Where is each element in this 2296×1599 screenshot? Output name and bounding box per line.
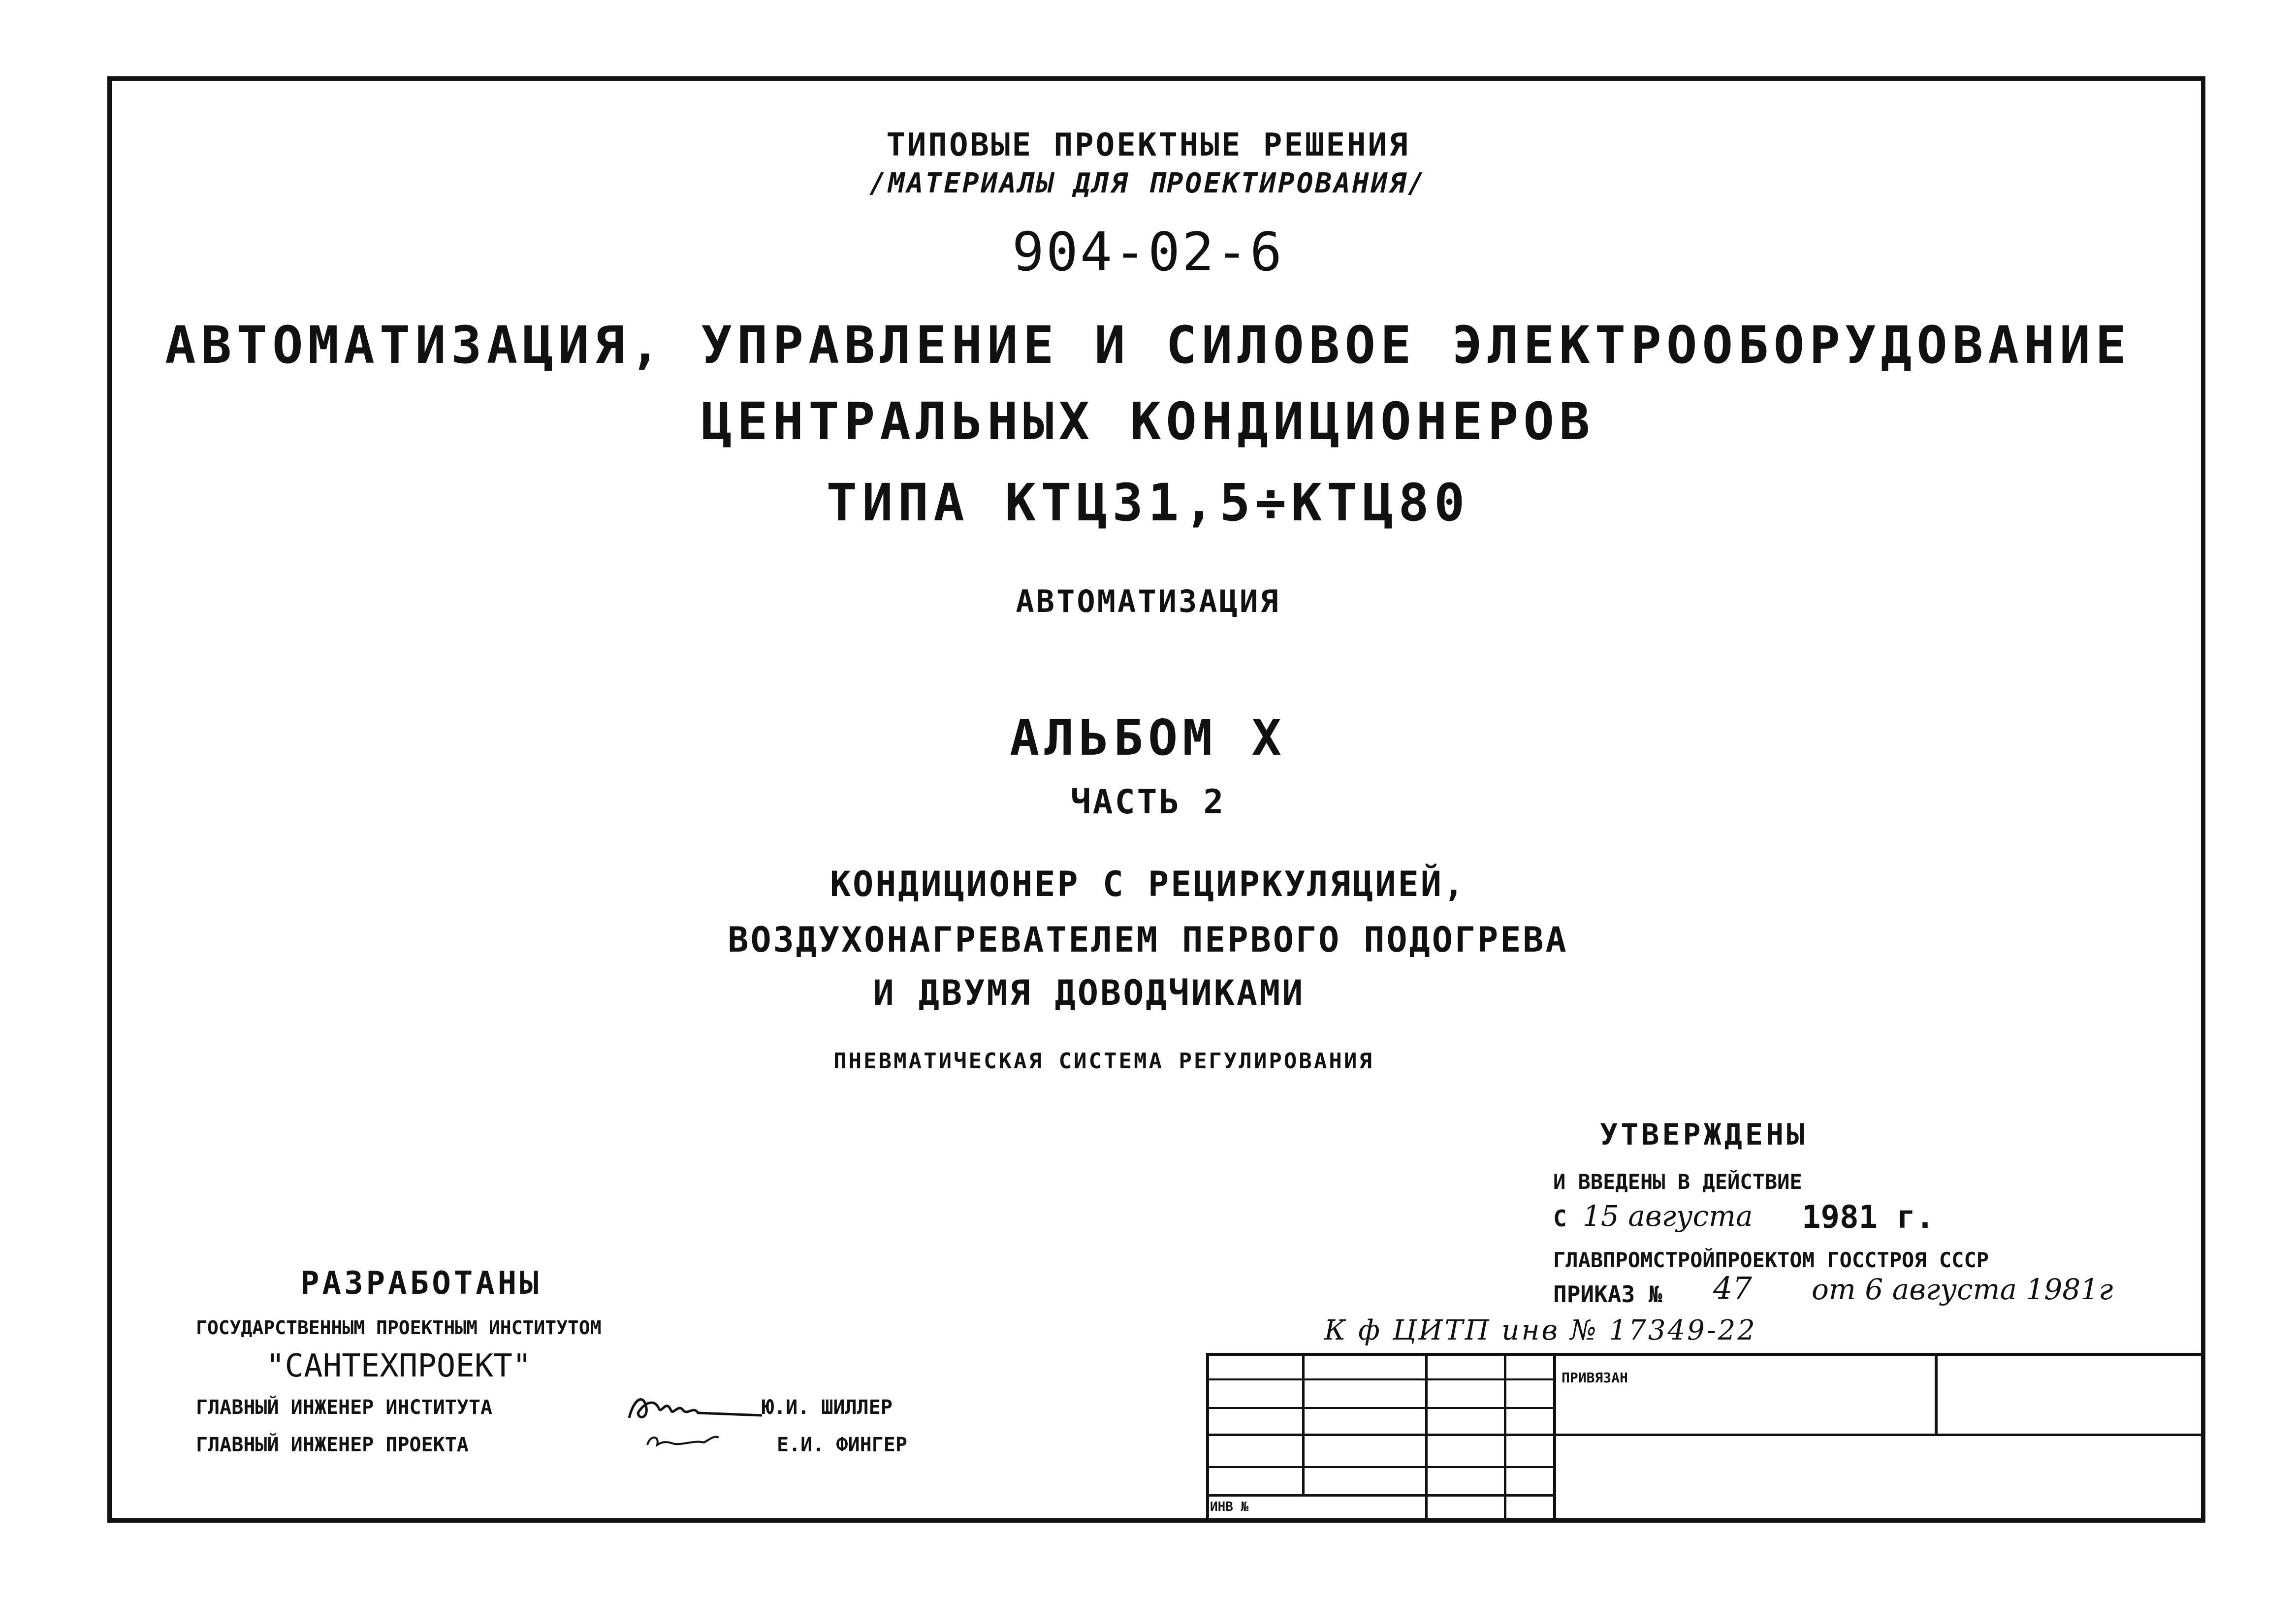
- stamp-row-line: [1206, 1434, 2205, 1436]
- stamp-divider: [1935, 1353, 1938, 1436]
- chief-institute-name: Ю.И. ШИЛЛЕР: [762, 1396, 893, 1419]
- stamp-attached-label: ПРИВЯЗАН: [1562, 1370, 1628, 1386]
- description-line-3: И ДВУМЯ ДОВОДЧИКАМИ: [873, 973, 1305, 1013]
- description-line-1: КОНДИЦИОНЕР С РЕЦИРКУЛЯЦИЕЙ,: [829, 864, 1467, 904]
- series-title: ТИПОВЫЕ ПРОЕКТНЫЕ РЕШЕНИЯ: [886, 127, 1410, 163]
- title-line-3: ТИПА КТЦ31,5÷КТЦ80: [826, 473, 1470, 533]
- approval-from-label: С: [1553, 1205, 1567, 1232]
- approval-authority: ГЛАВПРОМСТРОЙПРОЕКТОМ ГОССТРОЯ СССР: [1553, 1248, 1989, 1272]
- document-code: 904-02-6: [1012, 222, 1284, 283]
- section-name: АВТОМАТИЗАЦИЯ: [1016, 583, 1280, 619]
- album-name: АЛЬБОМ X: [1010, 709, 1286, 767]
- chief-project-name: Е.И. ФИНГЕР: [777, 1434, 907, 1456]
- approval-line: И ВВЕДЕНЫ В ДЕЙСТВИЕ: [1553, 1170, 1802, 1194]
- chief-institute-label: ГЛАВНЫЙ ИНЖЕНЕР ИНСТИТУТА: [196, 1396, 493, 1419]
- developer-line: ГОСУДАРСТВЕННЫМ ПРОЕКТНЫМ ИНСТИТУТОМ: [196, 1317, 602, 1339]
- chief-project-label: ГЛАВНЫЙ ИНЖЕНЕР ПРОЕКТА: [196, 1434, 469, 1456]
- developer-heading: РАЗРАБОТАНЫ: [300, 1265, 542, 1302]
- stamp-divider: [1553, 1353, 1556, 1523]
- approval-heading: УТВЕРЖДЕНЫ: [1600, 1118, 1808, 1152]
- approval-date-handwritten: 15 августа: [1583, 1199, 1753, 1233]
- regulation-system: ПНЕВМАТИЧЕСКАЯ СИСТЕМА РЕГУЛИРОВАНИЯ: [833, 1049, 1374, 1074]
- series-subtitle: /МАТЕРИАЛЫ ДЛЯ ПРОЕКТИРОВАНИЯ/: [869, 167, 1427, 199]
- inventory-note: К ф ЦИТП инв № 17349-22: [1324, 1314, 1757, 1346]
- stamp-divider: [1302, 1353, 1305, 1496]
- description-line-2: ВОЗДУХОНАГРЕВАТЕЛЕМ ПЕРВОГО ПОДОГРЕВА: [728, 920, 1568, 960]
- order-date: от 6 августа 1981г: [1812, 1273, 2113, 1306]
- stamp-inv-label: ИНВ №: [1210, 1500, 1249, 1514]
- stamp-row-line: [1206, 1378, 1553, 1380]
- stamp-row-line: [1206, 1494, 1553, 1497]
- stamp-row-line: [1206, 1407, 1553, 1409]
- order-label: ПРИКАЗ №: [1553, 1281, 1662, 1308]
- approval-year: 1981 г.: [1802, 1199, 1935, 1236]
- stamp-row-line: [1206, 1466, 1553, 1468]
- signature-chief-institute: [624, 1388, 767, 1428]
- signature-chief-project: [640, 1425, 738, 1455]
- institute-name: "САНТЕХПРОЕКТ": [266, 1348, 532, 1384]
- title-line-2: ЦЕНТРАЛЬНЫХ КОНДИЦИОНЕРОВ: [701, 391, 1595, 451]
- stamp-border-top: [1206, 1353, 2205, 1356]
- order-number: 47: [1713, 1270, 1752, 1306]
- title-line-1: АВТОМАТИЗАЦИЯ, УПРАВЛЕНИЕ И СИЛОВОЕ ЭЛЕКТРООБОРУДОВАНИЕ: [165, 315, 2131, 375]
- album-part: ЧАСТЬ 2: [1070, 783, 1226, 822]
